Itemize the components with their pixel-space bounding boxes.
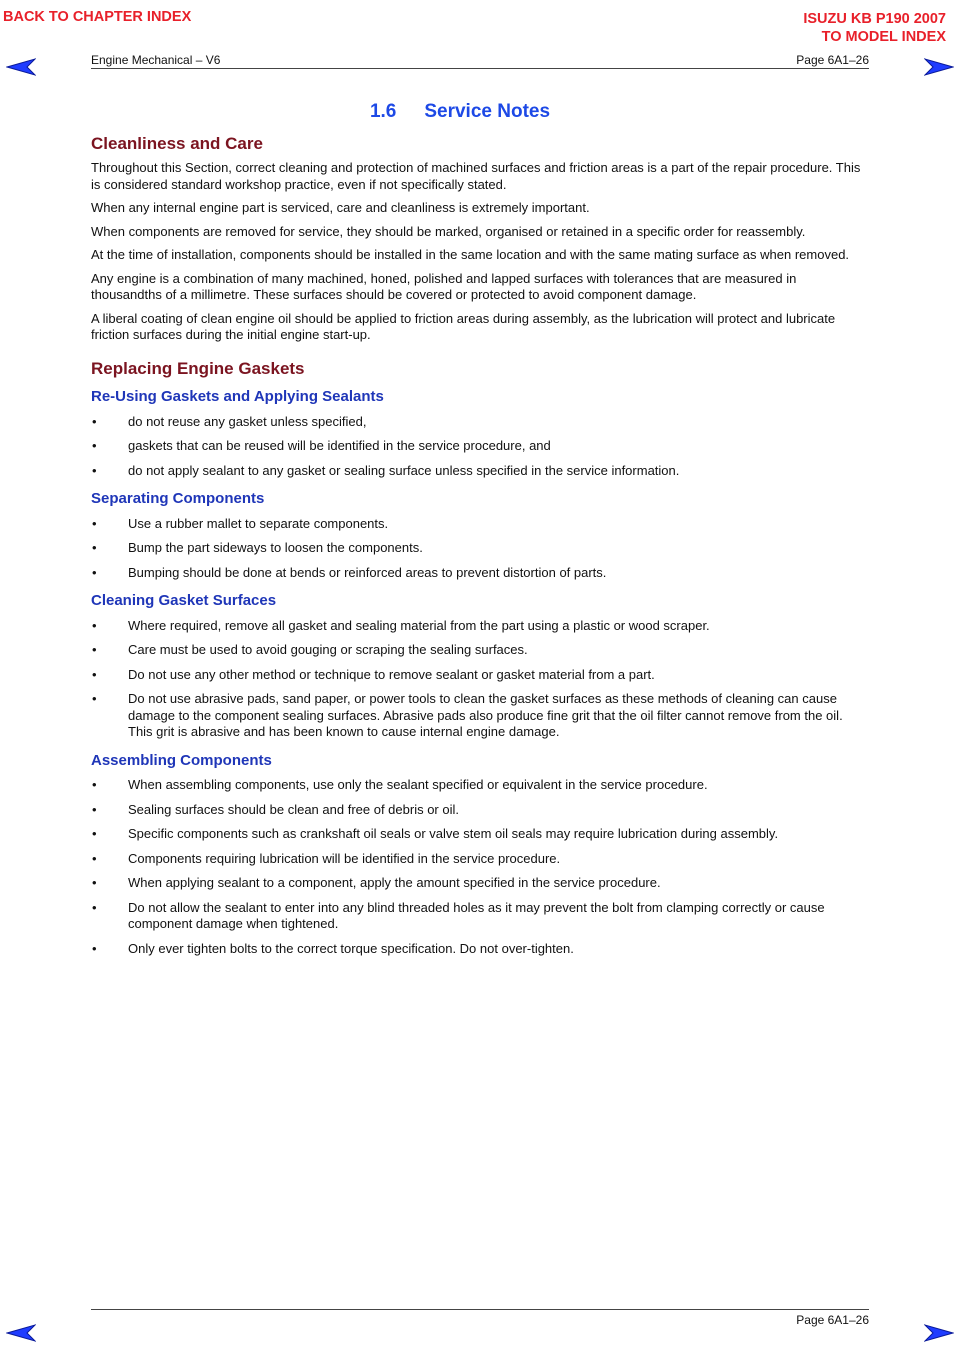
paragraph: A liberal coating of clean engine oil should be applied to friction areas during assembly, as the lubrication will protect and lubricate friction surfaces during the initial engine start-up. — [91, 310, 836, 342]
list-item — [91, 516, 869, 533]
header-page-number: Page 6A1–26 — [796, 53, 869, 67]
left-arrow-icon — [6, 58, 36, 76]
list-item-text: Do not use abrasive pads, sand paper, or power tools to clean the gasket surfaces as these methods of cleaning can cause damage to the component sealing surfaces. Abrasive pads also produce fine grit that the oil filter cannot remove from the oil. This grit is abrasive and has been known to cause internal engine damage. — [128, 691, 843, 739]
bullet-icon: • — [92, 899, 97, 915]
header-chapter-title: Engine Mechanical – V6 — [91, 53, 221, 67]
paragraph: When any internal engine part is serviced, care and cleanliness is extremely important. — [91, 200, 590, 215]
model-index-link[interactable] — [803, 10, 946, 46]
next-page-arrow-top[interactable] — [924, 58, 954, 76]
list-item-text: Do not use any other method or technique to remove sealant or gasket material from a part. — [128, 666, 655, 682]
bullet-icon: • — [92, 438, 97, 453]
list-item — [91, 540, 869, 557]
bullet-icon: • — [92, 940, 97, 956]
list-item — [91, 900, 869, 933]
paragraph: At the time of installation, components should be installed in the same location and with the same mating surface as when removed. — [91, 247, 850, 262]
bullet-icon: • — [92, 462, 97, 478]
next-page-arrow-bottom[interactable] — [924, 1324, 954, 1342]
bullet-icon: • — [92, 642, 97, 657]
bullet-icon: • — [92, 801, 97, 817]
to-model-index: TO MODEL INDEX — [821, 29, 946, 45]
list-item-text: When applying sealant to a component, apply the amount specified in the service procedure. — [128, 875, 661, 890]
bullet-icon: • — [92, 826, 97, 841]
header-rule — [91, 68, 869, 69]
heading-cleanliness: Cleanliness and Care — [91, 133, 263, 153]
subheading-assembling: Assembling Components — [91, 751, 272, 769]
bullet-icon: • — [92, 850, 97, 866]
list-item-text: Components requiring lubrication will be identified in the service procedure. — [128, 850, 561, 866]
list-reusing — [91, 414, 869, 480]
paragraph: When components are removed for service, they should be marked, organised or retained in a specific order for reassembly. — [91, 223, 806, 239]
paragraph: Throughout this Section, correct cleaning and protection of machined surfaces and friction areas is a part of the repair procedure. This is considered standard workshop practice, even if not specifically stated. — [91, 160, 861, 192]
list-item-text: Use a rubber mallet to separate components. — [128, 515, 389, 531]
list-item — [91, 777, 869, 794]
section-title — [91, 101, 869, 122]
prev-page-arrow-bottom[interactable] — [6, 1324, 36, 1342]
list-item — [91, 438, 869, 455]
list-item — [91, 667, 869, 684]
bullet-icon: • — [92, 540, 97, 555]
bullet-icon: • — [92, 413, 97, 429]
list-item-text: Bump the part sideways to loosen the components. — [128, 540, 423, 555]
list-item-text: Where required, remove all gasket and sealing material from the part using a plastic or wood scraper. — [128, 617, 710, 633]
list-item-text: Do not allow the sealant to enter into any blind threaded holes as it may prevent the bolt from clamping correctly or cause component damage when tightened. — [128, 899, 825, 931]
bullet-icon: • — [92, 777, 97, 792]
document-body — [91, 101, 869, 965]
list-item-text: do not apply sealant to any gasket or sealing surface unless specified in the service information. — [128, 462, 680, 478]
prev-page-arrow-top[interactable] — [6, 58, 36, 76]
bullet-icon: • — [92, 564, 97, 580]
right-arrow-icon — [924, 1324, 954, 1342]
footer-page-number: Page 6A1–26 — [796, 1313, 869, 1327]
list-item — [91, 802, 869, 819]
left-arrow-icon — [6, 1324, 36, 1342]
list-item — [91, 565, 869, 582]
list-item-text: Specific components such as crankshaft oil seals or valve stem oil seals may require lubrication during assembly. — [128, 826, 779, 841]
bullet-icon: • — [92, 617, 97, 633]
subheading-cleaning: Cleaning Gasket Surfaces — [91, 592, 277, 609]
bullet-icon: • — [92, 691, 97, 706]
paragraph: Any engine is a combination of many machined, honed, polished and lapped surfaces with tolerances that are measured in thousandths of a millimetre. These surfaces should be covered or protected to avoid component damage. — [91, 270, 797, 302]
bullet-icon: • — [92, 666, 97, 682]
list-item — [91, 875, 869, 892]
list-assembling — [91, 777, 869, 957]
bullet-icon: • — [92, 515, 97, 531]
subheading-separating: Separating Components — [91, 490, 265, 507]
list-item — [91, 691, 869, 741]
section-number: 1.6 — [369, 101, 397, 122]
section-name: Service Notes — [424, 101, 551, 122]
subheading-reusing-gaskets: Re-Using Gaskets and Applying Sealants — [91, 388, 384, 405]
list-item-text: Only ever tighten bolts to the correct torque specification. Do not over-tighten. — [128, 940, 574, 956]
right-arrow-icon — [924, 58, 954, 76]
list-item-text: When assembling components, use only the sealant specified or equivalent in the service procedure. — [128, 777, 708, 792]
list-item-text: Care must be used to avoid gouging or scraping the sealing surfaces. — [128, 642, 528, 657]
list-item-text: gaskets that can be reused will be identified in the service procedure, and — [128, 438, 551, 453]
list-item-text: Bumping should be done at bends or reinforced areas to prevent distortion of parts. — [128, 564, 607, 580]
model-title: ISUZU KB P190 2007 — [803, 11, 946, 27]
heading-replacing-gaskets: Replacing Engine Gaskets — [91, 358, 305, 378]
list-separating — [91, 516, 869, 582]
back-to-chapter-index-link[interactable]: BACK TO CHAPTER INDEX — [3, 9, 192, 25]
list-item-text: do not reuse any gasket unless specified, — [128, 413, 367, 429]
list-item — [91, 618, 869, 635]
list-item-text: Sealing surfaces should be clean and free of debris or oil. — [128, 801, 459, 817]
list-item — [91, 642, 869, 659]
bullet-icon: • — [92, 875, 97, 890]
footer-rule — [91, 1309, 869, 1310]
list-item — [91, 851, 869, 868]
list-cleaning — [91, 618, 869, 741]
list-item — [91, 941, 869, 958]
list-item — [91, 414, 869, 431]
list-item — [91, 463, 869, 480]
list-item — [91, 826, 869, 843]
